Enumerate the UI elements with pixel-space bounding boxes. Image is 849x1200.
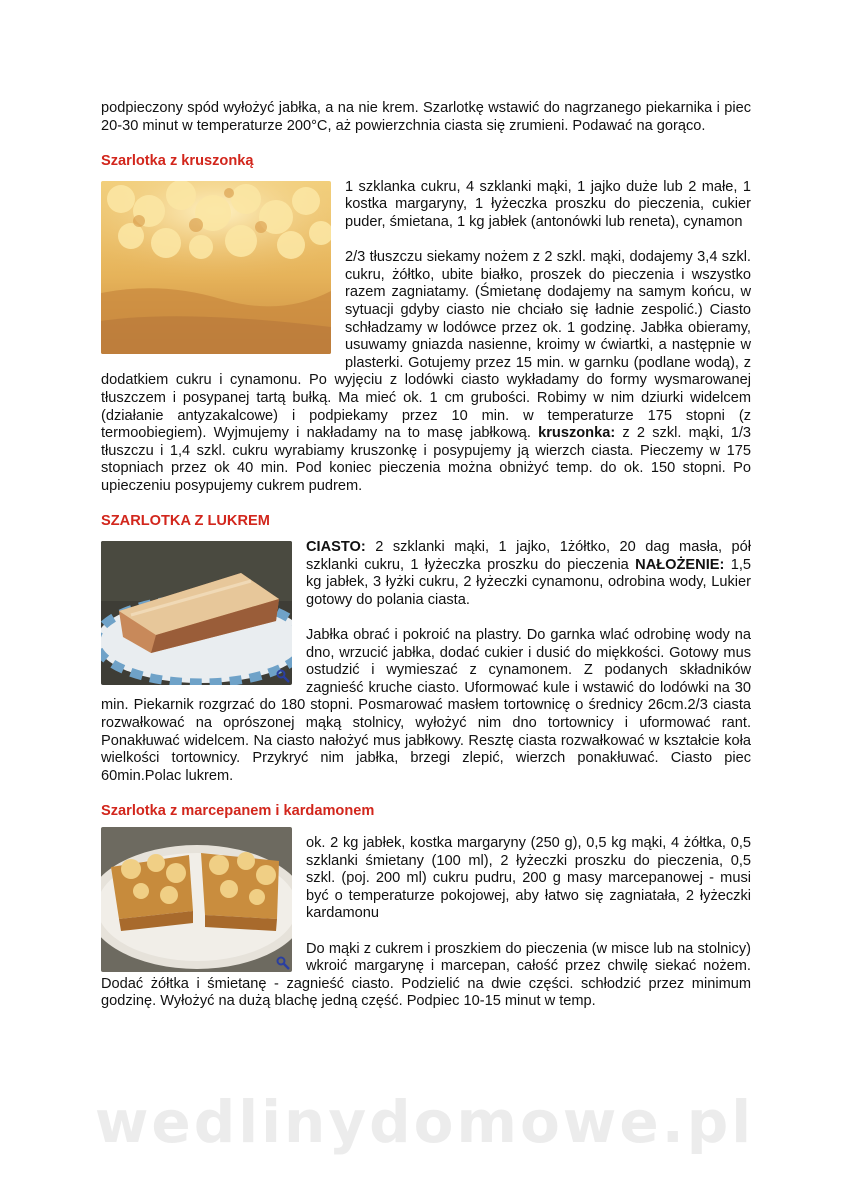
glazed-cake-on-plate-photo bbox=[101, 541, 292, 685]
method-text: Jabłka obrać i pokroić na plastry. Do garnka wlać odrobinę wody na dno, wrzucić jabłka, dodać cukier i dusić do miękkości. Gotowy mus ostudzić i wymieszać z cynamonem. Z podanych składników zagnieść kruche ciasto. Uformować kule i wstawić do lodówki na 30 min. Piekarnik rozgrzać do 180 stopni. Posmarować masłem tortownicę o średnicy 26cm.2/3 ciasta rozwałkować na oprószonej mąką stolnicy, wyłożyć nim dno tortownicy i uformować rant. Ponakłuwać widelcem. Na ciasto nałożyć mus jabłkowy. Resztę ciasta rozwałkować w kształcie koła wielkości tortownicy. Przykryć nim jabłka, brzegi zlepić, wierzch ponakłuwać. Ciasto piec 60min.Polac lukrem. bbox=[101, 627, 751, 784]
recipe-section-marcepan bbox=[101, 803, 751, 1011]
method-part-b: z 2 szkl. mąki, 1/3 tłuszczu i 1,4 szkl. cukru wyrabiamy kruszonkę i posypujemy ją wierzch ciasta. Pieczemy w 175 stopniach przez ok 40 min. Pod koniec pieczenia można obniżyć temp. do ok. 150 stopni. Po upieczeniu posypujemy cukrem pudrem. bbox=[101, 425, 751, 494]
ingredients-text: 1 szklanka cukru, 4 szklanki mąki, 1 jajko duże lub 2 małe, 1 kostka margaryny, 1 łyżeczka proszku do pieczenia, cukier puder, śmietana, 1 kg jabłek (antonówki lub reneta), cynamon bbox=[345, 178, 751, 230]
bold-label-kruszonka: kruszonka: bbox=[538, 425, 616, 442]
site-watermark: wedlinydomowe.pl bbox=[94, 1088, 755, 1156]
recipe-title: SZARLOTKA Z LUKREM bbox=[101, 513, 270, 530]
ciasto-text: 2 szklanki mąki, 1 jajko, 1żółtko, 20 dag masła, pół szklanki cukru, 1 łyżeczka proszku do pieczenia bbox=[306, 539, 751, 573]
label-ciasto: CIASTO: bbox=[306, 539, 366, 556]
magnify-icon[interactable] bbox=[276, 669, 290, 683]
ingredients-text: ok. 2 kg jabłek, kostka margaryny (250 g), 0,5 kg mąki, 4 żółtka, 0,5 szklanki śmietany (100 ml), 2 łyżeczki proszku do pieczenia, 0,5 szkl. (poj. 200 ml) cukru pudru, 200 g masy marcepanowej - musi być o temperaturze pokojowej, aby łatwo się zagniatała, 2 łyżeczki kardamonu bbox=[306, 834, 751, 922]
intro-paragraph: podpieczony spód wyłożyć jabłka, a na nie krem. Szarlotkę wstawić do nagrzanego piekarnika i piec 20-30 minut w temperaturze 200°C, aż powierzchnia ciasta się zrumieni. Podawać na gorąco. bbox=[101, 100, 751, 134]
recipe-section-kruszonka bbox=[101, 153, 751, 496]
recipe-title: Szarlotka z marcepanem i kardamonem bbox=[101, 802, 375, 819]
magnify-icon[interactable] bbox=[276, 956, 290, 970]
nalozenie-text: 1,5 kg jabłek, 3 łyżki cukru, 2 łyżeczki cynamonu, odrobina wody, Lukier gotowy do polania ciasta. bbox=[306, 556, 752, 608]
label-nalozenie: NAŁOŻENIE: bbox=[635, 556, 725, 573]
recipe-section-lukier bbox=[101, 513, 751, 785]
document-page bbox=[101, 100, 751, 1011]
method-text: Do mąki z cukrem i proszkiem do pieczenia (w misce lub na stolnicy) wkroić margarynę i marcepan, całość przez chwilę siekać nożem. Dodać żółtka i śmietanę - zagnieść ciasto. Podzielić na dwie części. schłodzić przez minimum godzinę. Wyłożyć na dużą blachę jedną część. Podpiec 10-15 minut w temp. bbox=[101, 940, 751, 1010]
method-part-a: 2/3 tłuszczu siekamy nożem z 2 szkl. mąki, dodajemy 3,4 szkl. cukru, żółtko, ubite białko, proszek do pieczenia i wszystko razem zagniatamy. (Śmietanę dodajemy na samym końcu, w sytuacji gdyby ciasto nie chciało się ładnie zespolić.) Ciasto schładzamy w lodówce przez ok. 1 godzinę. Jabłka obieramy, usuwamy gniazda nasienne, kroimy w ćwiartki, a następnie w plasterki. Gotujemy przez 15 min. w garnku (podlane wodą), z dodatkiem cukru i cynamonu. Po wyjęciu z lodówki ciasto wykładamy do formy wysmarowanej tłuszczem i posypanej tartą bułką. Ma mieć ok. 1 cm grubości. Robimy w nim dziurki widelcem (działanie antyzakalcowe) i podpiekamy przez 10 min. w temperaturze 175 stopni (z termoobiegiem). Wyjmujemy i nakładamy na to masę jabłkową. bbox=[101, 249, 751, 442]
recipe-title: Szarlotka z kruszonką bbox=[101, 152, 254, 169]
crumble-cake-photo bbox=[101, 181, 331, 354]
marzipan-cake-slices-photo bbox=[101, 827, 292, 972]
